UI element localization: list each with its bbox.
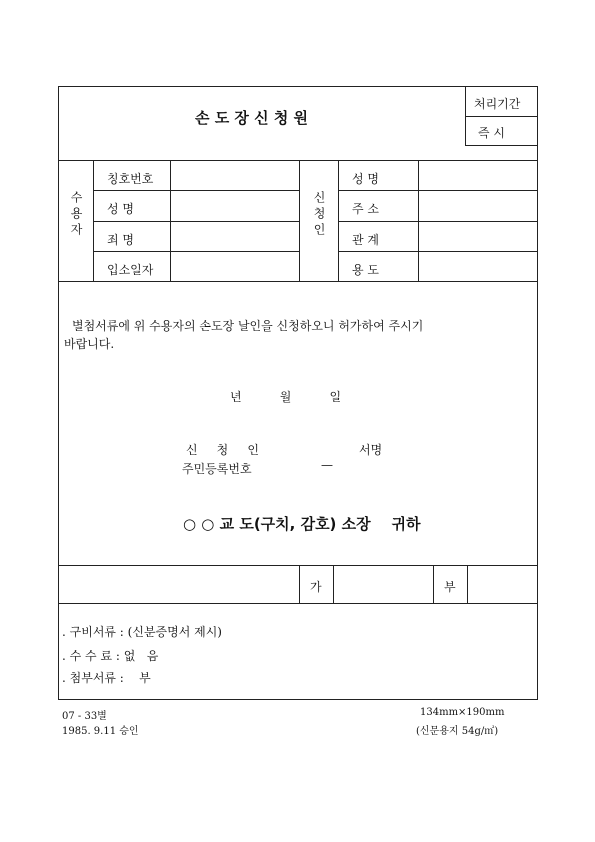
frame-right: [537, 86, 538, 700]
applicant-relation-field[interactable]: [419, 222, 536, 250]
inmate-name-field[interactable]: [171, 191, 298, 220]
approval-no-label: 부: [444, 580, 456, 594]
approval-remarks-field[interactable]: [59, 566, 298, 602]
approval-row-bottom: [58, 603, 538, 604]
inmate-field-name: 성 명: [107, 202, 134, 216]
date-line: 년 월 일: [230, 390, 342, 404]
note-required-documents: . 구비서류 : (신분증명서 제시): [62, 625, 222, 639]
addressee: ○ ○ 교 도(구치, 감호) 소장 귀하: [183, 515, 421, 533]
approval-col-1: [299, 565, 300, 603]
grid-bottom: [58, 281, 538, 282]
footer-paper: (신문용지 54g/㎡): [416, 726, 499, 737]
approval-yes-field[interactable]: [334, 566, 432, 602]
applicant-address-field[interactable]: [419, 191, 536, 220]
applicant-field-name: 성 명: [352, 172, 379, 186]
applicant-field-address: 주 소: [352, 202, 379, 216]
inmate-field-admission-date: 입소일자: [107, 263, 154, 277]
approval-no-field[interactable]: [468, 566, 536, 602]
frame-left: [58, 86, 59, 700]
processing-value: 즉 시: [478, 126, 505, 140]
frame-top: [58, 86, 538, 87]
processing-label: 처리기간: [474, 97, 521, 111]
applicant-section-label: 신청인: [312, 191, 326, 239]
applicant-field-relation: 관 계: [352, 233, 379, 247]
applicant-purpose-field[interactable]: [419, 252, 536, 280]
footer-size: 134mm×190mm: [420, 707, 505, 718]
frame-bottom: [58, 699, 538, 700]
resident-id-dash: —: [321, 458, 333, 472]
processing-box-mid: [465, 116, 538, 117]
inmate-field-number: 칭호번호: [107, 172, 154, 186]
applicant-field-purpose: 용 도: [352, 263, 379, 277]
inmate-section-label: 수용자: [69, 191, 83, 239]
applicant-name-field[interactable]: [419, 161, 536, 190]
form-title: 손 도 장 신 청 원: [195, 109, 309, 127]
footer-form-number: 07 - 33별: [62, 711, 107, 722]
approval-yes-label: 가: [310, 580, 322, 594]
note-attachments: . 첨부서류 : 부: [62, 671, 151, 685]
resident-id-label: 주민등록번호: [182, 462, 252, 476]
footer-approval-date: 1985. 9.11 승인: [62, 726, 139, 737]
grid-col-3: [299, 160, 300, 281]
inmate-number-field[interactable]: [171, 161, 298, 190]
applicant-signature-label: 신 청 인: [186, 443, 259, 457]
approval-col-3: [433, 565, 434, 603]
request-text-line-1: 별첨서류에 위 수용자의 손도장 날인을 신청하오니 허가하여 주시기: [72, 319, 424, 333]
inmate-admission-date-field[interactable]: [171, 252, 298, 280]
inmate-field-crime: 죄 명: [107, 233, 134, 247]
inmate-crime-field[interactable]: [171, 222, 298, 250]
note-fee: . 수 수 료 : 없 음: [62, 649, 159, 663]
processing-box-bottom: [465, 145, 538, 146]
request-text-line-2: 바랍니다.: [64, 337, 115, 351]
signature-label: 서명: [359, 443, 383, 457]
